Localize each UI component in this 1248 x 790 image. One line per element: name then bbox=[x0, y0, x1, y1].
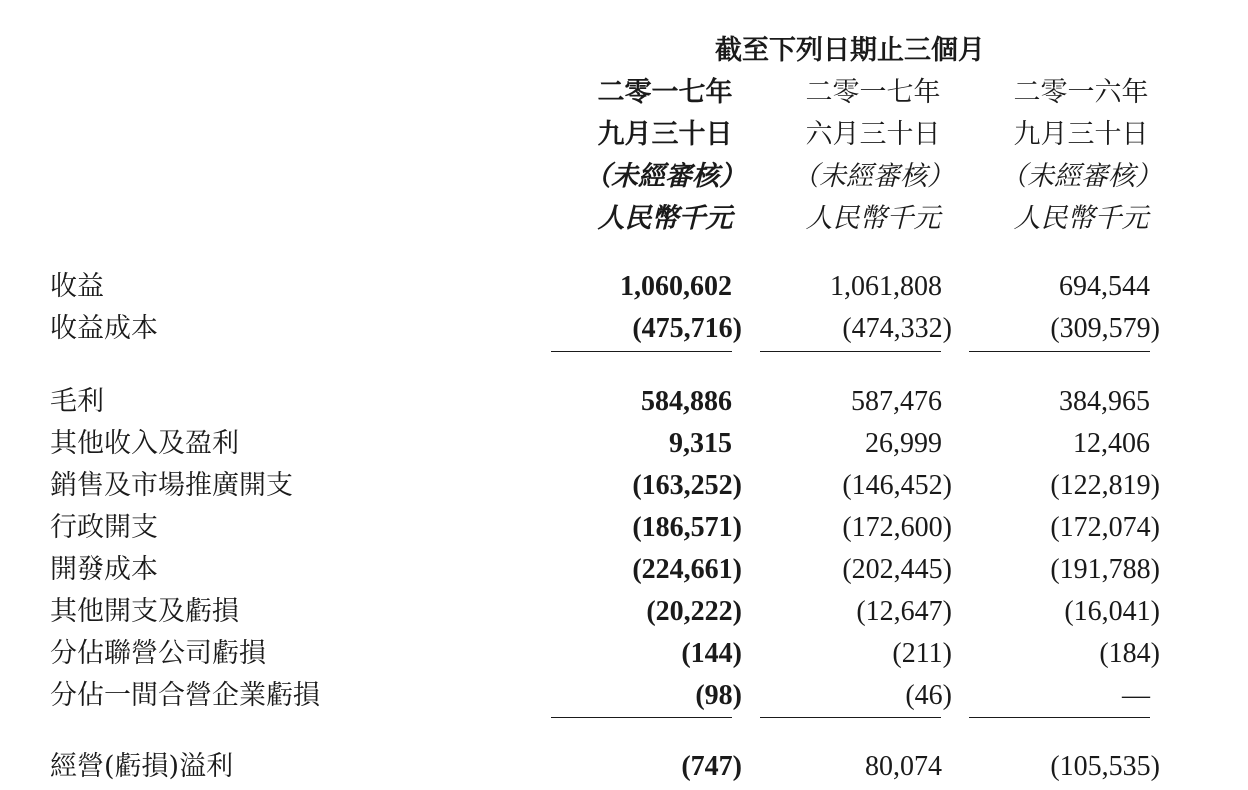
row-value-col3: (184) bbox=[1099, 638, 1160, 669]
row-value-col1: 584,886 bbox=[641, 386, 732, 417]
row-value-col2: (46) bbox=[905, 680, 952, 711]
row-value-col2: (172,600) bbox=[842, 512, 952, 543]
row-label: 其他收入及盈利 bbox=[50, 428, 239, 459]
subtotal-rule bbox=[551, 351, 732, 352]
row-value-col2: 26,999 bbox=[865, 428, 942, 459]
row-value-col2: 587,476 bbox=[851, 386, 942, 417]
row-value-col2: (211) bbox=[892, 638, 952, 669]
row-label: 經營(虧損)溢利 bbox=[50, 751, 234, 782]
row-value-col3: (172,074) bbox=[1050, 512, 1160, 543]
col3-unit: 人民幣千元 bbox=[1013, 203, 1149, 234]
col1-year: 二零一七年 bbox=[597, 77, 733, 108]
row-label: 其他開支及虧損 bbox=[50, 596, 239, 627]
row-value-col2: 80,074 bbox=[865, 751, 942, 782]
col3-audit: （未經審核） bbox=[1000, 161, 1162, 192]
row-value-col2: (202,445) bbox=[842, 554, 952, 585]
row-value-col1: (747) bbox=[681, 751, 742, 782]
row-value-col1: (475,716) bbox=[632, 313, 742, 344]
row-value-col3: — bbox=[1122, 680, 1150, 711]
row-value-col3: 12,406 bbox=[1073, 428, 1150, 459]
row-value-col3: (16,041) bbox=[1064, 596, 1160, 627]
row-value-col3: 694,544 bbox=[1059, 271, 1150, 302]
row-value-col1: 9,315 bbox=[669, 428, 732, 459]
row-value-col1: (98) bbox=[695, 680, 742, 711]
row-value-col1: (20,222) bbox=[646, 596, 742, 627]
row-value-col2: 1,061,808 bbox=[830, 271, 942, 302]
col3-date: 九月三十日 bbox=[1013, 119, 1149, 150]
col1-audit: （未經審核） bbox=[584, 161, 746, 192]
col2-year: 二零一七年 bbox=[805, 77, 941, 108]
subtotal-rule bbox=[551, 717, 732, 718]
col1-unit: 人民幣千元 bbox=[597, 203, 733, 234]
row-value-col1: (224,661) bbox=[632, 554, 742, 585]
row-value-col3: (191,788) bbox=[1050, 554, 1160, 585]
row-label: 分佔聯營公司虧損 bbox=[50, 638, 266, 669]
row-value-col1: (163,252) bbox=[632, 470, 742, 501]
row-value-col1: (144) bbox=[681, 638, 742, 669]
row-value-col2: (146,452) bbox=[842, 470, 952, 501]
row-value-col3: (105,535) bbox=[1050, 751, 1160, 782]
row-label: 開發成本 bbox=[50, 554, 158, 585]
row-label: 收益成本 bbox=[50, 313, 158, 344]
subtotal-rule bbox=[760, 351, 941, 352]
row-value-col1: 1,060,602 bbox=[620, 271, 732, 302]
row-label: 分佔一間合營企業虧損 bbox=[50, 680, 320, 711]
row-value-col2: (12,647) bbox=[856, 596, 952, 627]
row-value-col1: (186,571) bbox=[632, 512, 742, 543]
row-value-col3: (309,579) bbox=[1050, 313, 1160, 344]
row-label: 收益 bbox=[50, 271, 104, 302]
period-title: 截至下列日期止三個月 bbox=[715, 35, 985, 66]
subtotal-rule bbox=[760, 717, 941, 718]
row-value-col2: (474,332) bbox=[842, 313, 952, 344]
subtotal-rule bbox=[969, 351, 1150, 352]
subtotal-rule bbox=[969, 717, 1150, 718]
row-label: 銷售及市場推廣開支 bbox=[50, 470, 293, 501]
row-label: 行政開支 bbox=[50, 512, 158, 543]
col2-unit: 人民幣千元 bbox=[805, 203, 941, 234]
col3-year: 二零一六年 bbox=[1013, 77, 1149, 108]
row-label: 毛利 bbox=[50, 386, 104, 417]
row-value-col3: 384,965 bbox=[1059, 386, 1150, 417]
col2-date: 六月三十日 bbox=[805, 119, 941, 150]
col2-audit: （未經審核） bbox=[792, 161, 954, 192]
col1-date: 九月三十日 bbox=[597, 119, 733, 150]
row-value-col3: (122,819) bbox=[1050, 470, 1160, 501]
